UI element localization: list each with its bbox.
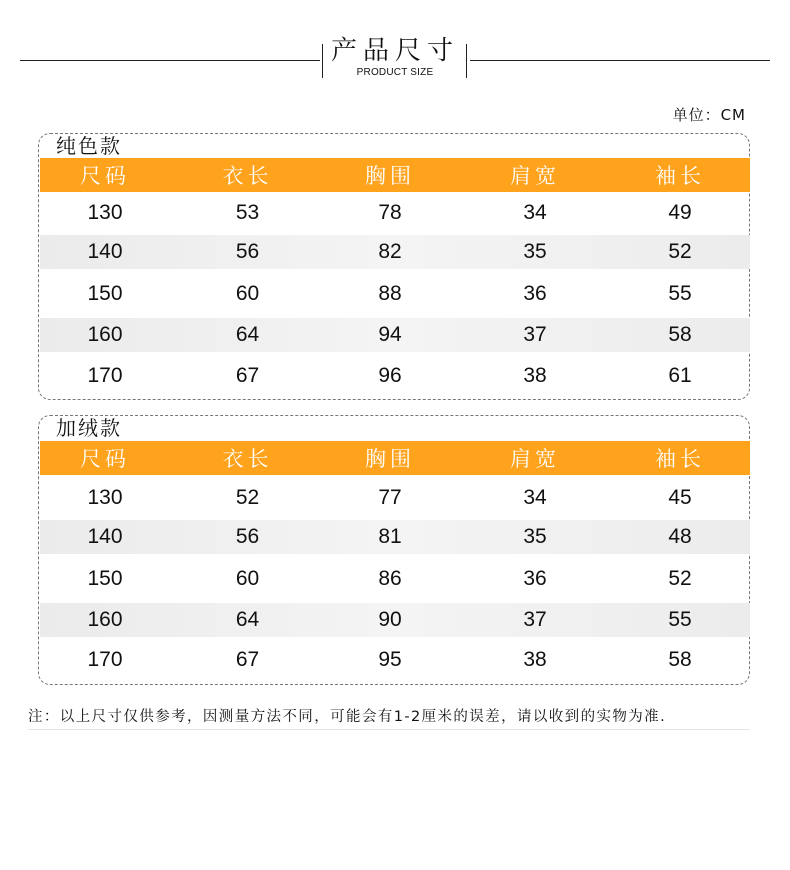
note-divider xyxy=(28,729,750,730)
table-cell: 67 xyxy=(235,648,260,671)
column-header: 肩宽 xyxy=(510,164,560,188)
table-row xyxy=(40,359,750,393)
table-row xyxy=(40,520,750,554)
table-cell: 52 xyxy=(668,567,692,590)
table-row xyxy=(40,318,750,352)
table-cell: 55 xyxy=(668,608,692,631)
header-rule-right xyxy=(470,60,770,61)
table-cell: 38 xyxy=(523,364,547,387)
table-label: 加绒款 xyxy=(56,416,122,440)
header-tick-right xyxy=(466,44,467,78)
table-cell: 37 xyxy=(523,323,547,346)
column-header: 胸围 xyxy=(365,164,415,188)
table-cell: 160 xyxy=(87,323,123,346)
table-cell: 35 xyxy=(523,240,547,263)
table-cell: 96 xyxy=(378,364,402,387)
table-cell: 64 xyxy=(235,608,260,631)
table-cell: 150 xyxy=(87,567,123,590)
table-cell: 67 xyxy=(235,364,260,387)
page-subtitle: PRODUCT SIZE xyxy=(356,67,434,78)
table-cell: 82 xyxy=(378,240,402,263)
table-row xyxy=(40,603,750,637)
table-cell: 60 xyxy=(235,567,260,590)
table-cell: 58 xyxy=(668,323,692,346)
column-header: 尺码 xyxy=(80,164,130,188)
unit-label: 单位：CM xyxy=(672,106,746,124)
column-header: 衣长 xyxy=(222,164,273,188)
table-header-row xyxy=(40,441,750,475)
table-cell: 48 xyxy=(668,525,692,548)
table-cell: 88 xyxy=(378,282,402,305)
table-label: 纯色款 xyxy=(56,134,122,158)
header-tick-left xyxy=(322,44,323,78)
table-cell: 77 xyxy=(378,486,402,509)
table-cell: 45 xyxy=(668,486,692,509)
measurement-note: 注：以上尺寸仅供参考，因测量方法不同，可能会有1-2厘米的误差，请以收到的实物为准. xyxy=(28,709,667,725)
table-cell: 49 xyxy=(668,201,692,224)
header-rule-left xyxy=(20,60,320,61)
table-cell: 78 xyxy=(378,201,402,224)
table-cell: 37 xyxy=(523,608,547,631)
column-header: 肩宽 xyxy=(510,447,560,471)
column-header: 袖长 xyxy=(655,164,705,188)
table-cell: 140 xyxy=(87,525,123,548)
table-cell: 170 xyxy=(87,648,123,671)
table-cell: 160 xyxy=(87,608,123,631)
table-row xyxy=(40,481,750,515)
column-header: 袖长 xyxy=(655,447,705,471)
table-row xyxy=(40,643,750,677)
table-cell: 60 xyxy=(235,282,260,305)
table-cell: 52 xyxy=(668,240,692,263)
column-header: 衣长 xyxy=(222,447,273,471)
table-cell: 95 xyxy=(378,648,402,671)
table-cell: 58 xyxy=(668,648,692,671)
table-row xyxy=(40,277,750,311)
table-cell: 170 xyxy=(87,364,123,387)
table-header-row xyxy=(40,158,750,192)
table-cell: 38 xyxy=(523,648,547,671)
table-row xyxy=(40,562,750,596)
table-cell: 53 xyxy=(235,201,260,224)
table-cell: 36 xyxy=(523,567,547,590)
table-row xyxy=(40,196,750,230)
table-cell: 36 xyxy=(523,282,547,305)
column-header: 尺码 xyxy=(80,447,130,471)
table-cell: 130 xyxy=(87,201,123,224)
table-cell: 140 xyxy=(87,240,123,263)
table-cell: 150 xyxy=(87,282,123,305)
table-cell: 55 xyxy=(668,282,692,305)
table-row xyxy=(40,235,750,269)
table-cell: 34 xyxy=(523,201,547,224)
table-cell: 52 xyxy=(235,486,260,509)
page-title: 产品尺寸 xyxy=(330,36,459,66)
column-header: 胸围 xyxy=(365,447,415,471)
table-cell: 90 xyxy=(378,608,402,631)
table-cell: 34 xyxy=(523,486,547,509)
table-cell: 86 xyxy=(378,567,402,590)
table-cell: 94 xyxy=(378,323,402,346)
table-cell: 35 xyxy=(523,525,547,548)
table-cell: 81 xyxy=(378,525,402,548)
table-cell: 56 xyxy=(235,525,260,548)
table-cell: 64 xyxy=(235,323,260,346)
table-cell: 130 xyxy=(87,486,123,509)
table-cell: 61 xyxy=(668,364,692,387)
table-cell: 56 xyxy=(235,240,260,263)
